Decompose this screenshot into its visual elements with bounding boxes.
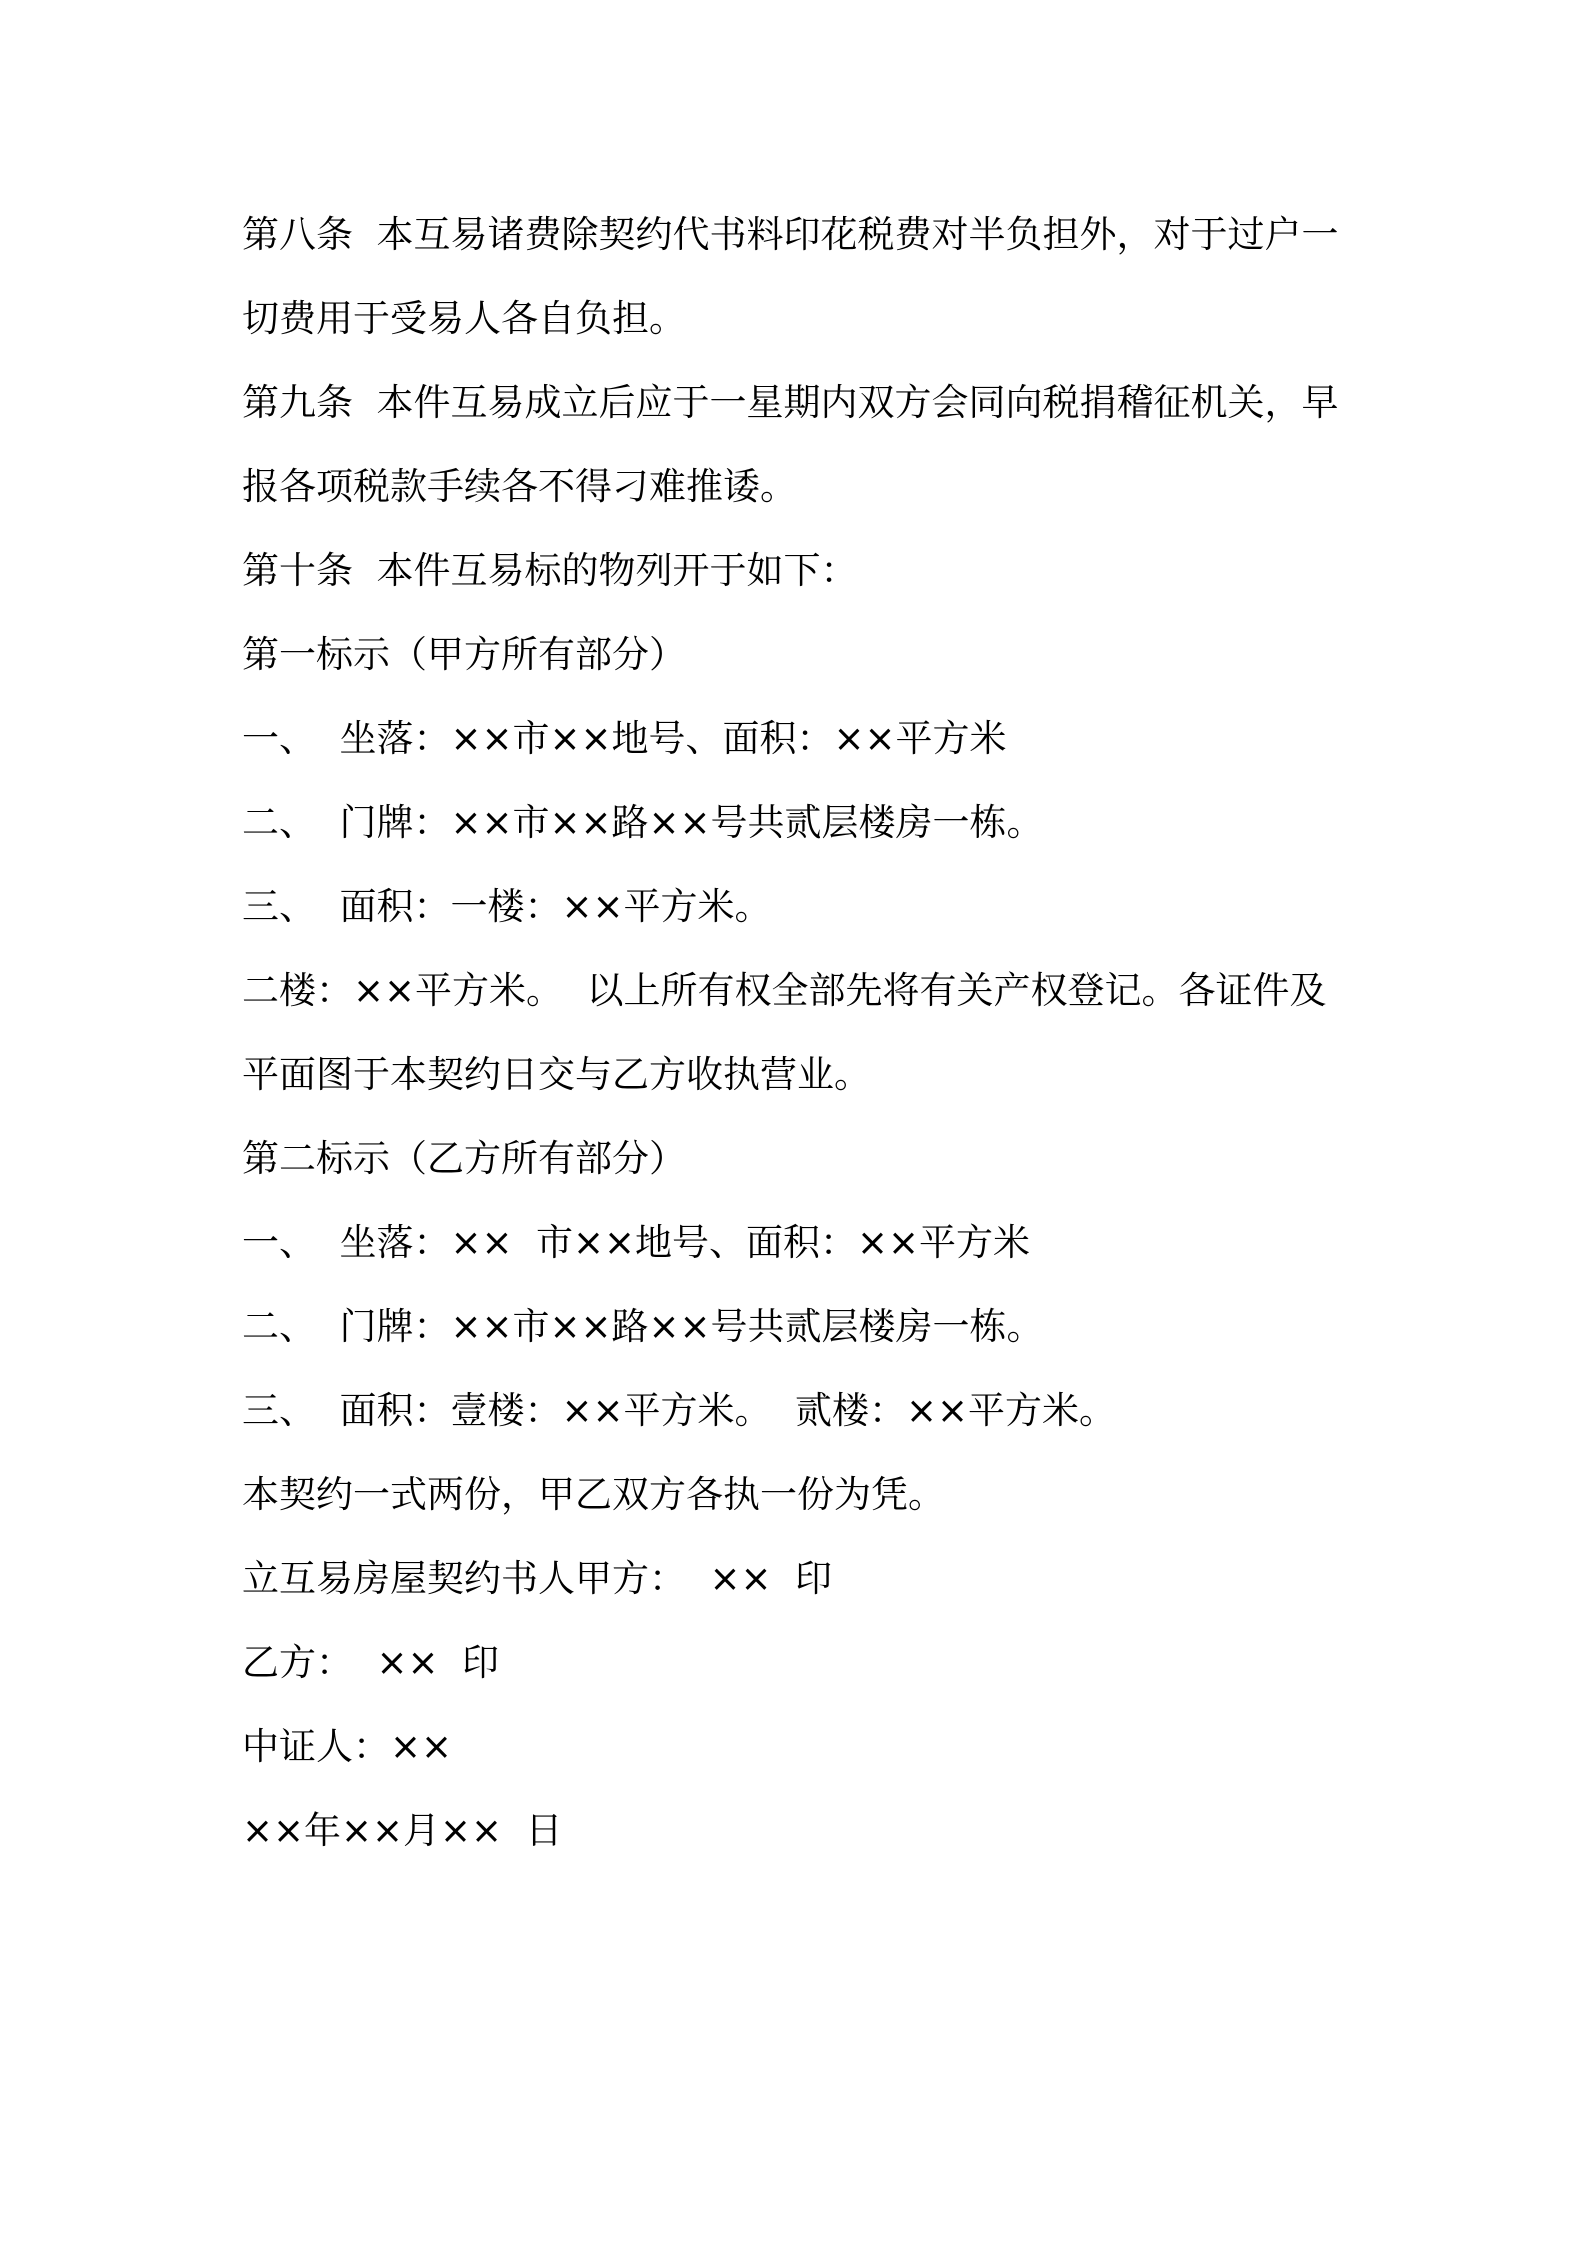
first-schedule-heading: 第一标示（甲方所有部分） [242, 633, 686, 676]
first-schedule-item-1: 一、 坐落：××市××地号、面积：××平方米 [242, 717, 1007, 760]
witness-line: 中证人：×× [242, 1725, 453, 1768]
date-line: ××年××月×× 日 [242, 1809, 563, 1852]
party-b-signature: 乙方： ×× 印 [242, 1641, 500, 1684]
second-schedule-item-1: 一、 坐落：×× 市××地号、面积：××平方米 [242, 1221, 1031, 1264]
document-body [242, 193, 1362, 1873]
party-a-signature: 立互易房屋契约书人甲方： ×× 印 [242, 1557, 833, 1600]
clause-9-line-1: 第九条 本件互易成立后应于一星期内双方会同向税捐稽征机关，早 [242, 381, 1339, 424]
clause-8-line-1: 第八条 本互易诸费除契约代书料印花税费对半负担外，对于过户一 [242, 213, 1339, 256]
first-schedule-item-2: 二、 门牌：××市××路××号共贰层楼房一栋。 [242, 801, 1044, 844]
clause-8-line-2: 切费用于受易人各自负担。 [242, 297, 686, 340]
second-schedule-heading: 第二标示（乙方所有部分） [242, 1137, 686, 1180]
first-schedule-note-line-1: 二楼：××平方米。 以上所有权全部先将有关产权登记。各证件及 [242, 969, 1327, 1012]
first-schedule-item-3: 三、 面积：一楼：××平方米。 [242, 885, 772, 928]
second-schedule-item-2: 二、 门牌：××市××路××号共贰层楼房一栋。 [242, 1305, 1044, 1348]
second-schedule-item-3: 三、 面积：壹楼：××平方米。 贰楼：××平方米。 [242, 1389, 1117, 1432]
clause-9-line-2: 报各项税款手续各不得刁难推诿。 [242, 465, 797, 508]
copies-clause: 本契约一式两份，甲乙双方各执一份为凭。 [242, 1473, 945, 1516]
clause-10-heading: 第十条 本件互易标的物列开于如下： [242, 549, 858, 592]
first-schedule-note-line-2: 平面图于本契约日交与乙方收执营业。 [242, 1053, 871, 1096]
